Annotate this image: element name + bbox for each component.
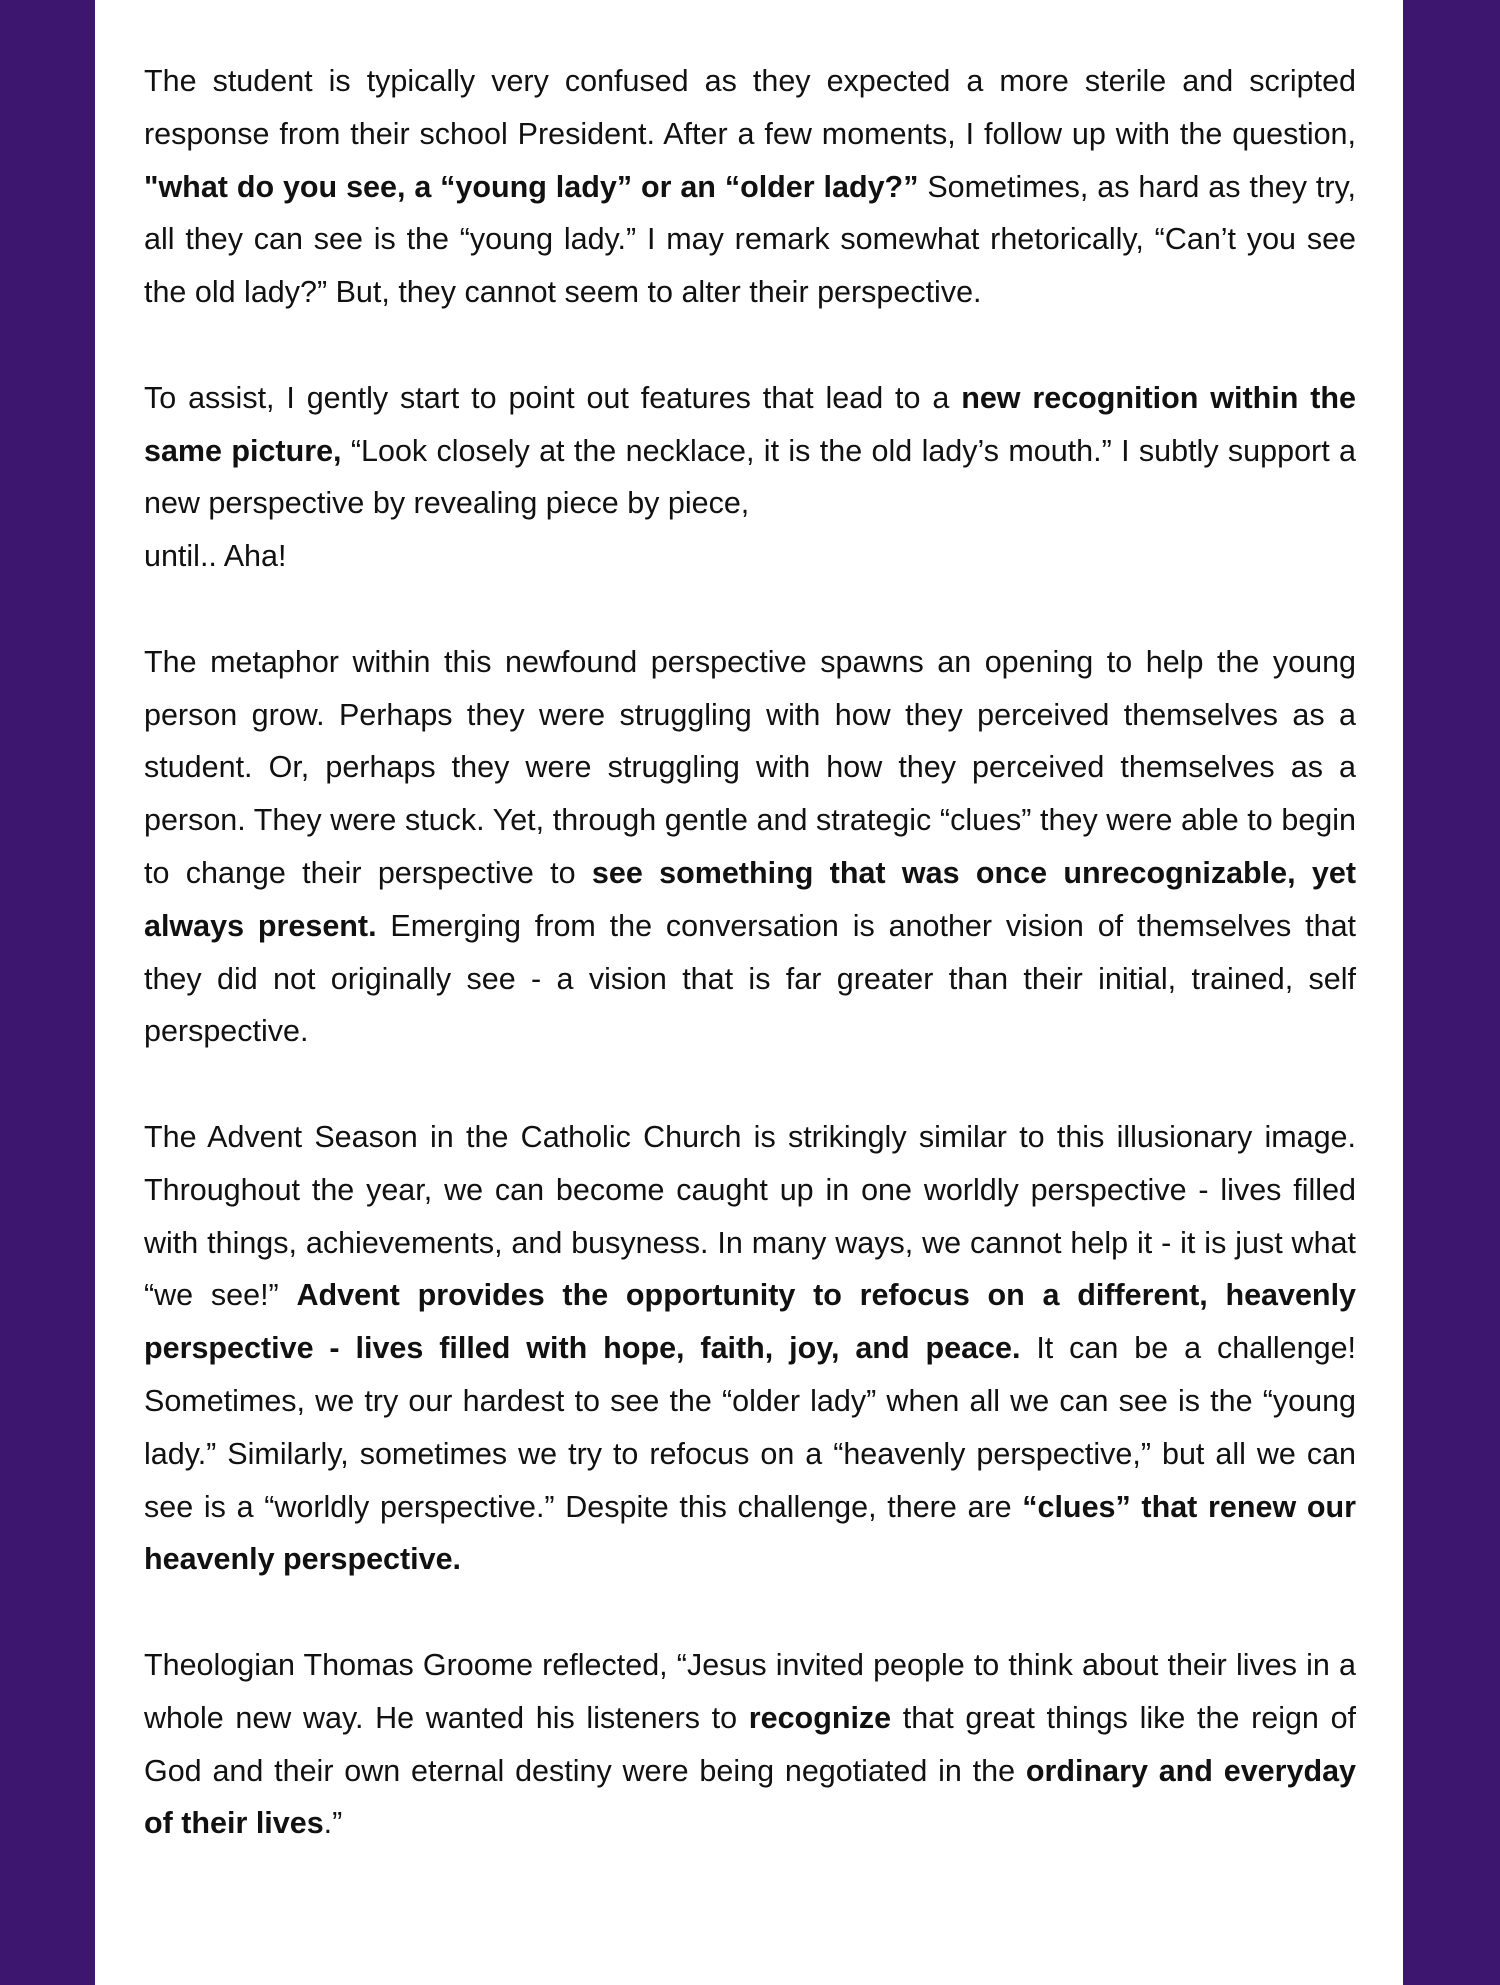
text-segment: “Look closely at the necklace, it is the old lady’s mouth.” I subtly support a new perspective by revealing piece by piece, — [144, 433, 1356, 521]
paragraph-1 — [144, 55, 1356, 319]
bold-segment: "what do you see, a “young lady” or an “older lady?” — [144, 169, 919, 204]
document-page — [95, 0, 1403, 1985]
paragraph-2 — [144, 372, 1356, 583]
bold-segment: ordinary and everyday of their lives — [144, 1753, 1357, 1841]
text-segment: Sometimes, as hard as they try, all they can see is the “young lady.” I may remark somewhat rhetorically, “Can’t you see the old lady?” But, they cannot seem to alter their perspective. — [144, 169, 1356, 310]
paragraph-4 — [144, 1111, 1356, 1586]
bold-segment: “clues” that renew our heavenly perspective. — [144, 1489, 1356, 1577]
text-segment: To assist, I gently start to point out features that lead to a — [144, 380, 962, 415]
bold-segment: recognize — [748, 1700, 892, 1735]
text-segment-tail: until.. Aha! — [144, 539, 287, 574]
bold-segment: see something that was once unrecognizable, yet always present. — [144, 855, 1356, 943]
paragraph-5 — [144, 1639, 1356, 1850]
bold-segment: new recognition within the same picture, — [144, 380, 1356, 468]
bold-segment: Advent provides the opportunity to refocus on a different, heavenly perspective - lives filled with hope, faith, joy, and peace. — [144, 1278, 1357, 1366]
text-segment: .” — [323, 1806, 343, 1841]
text-segment: It can be a challenge! Sometimes, we try our hardest to see the “older lady” when all we can see is the “young lady.” Similarly, sometimes we try to refocus on a “heavenly perspective,” but all we can see is a “worldly perspective.” Despite this challenge, there are — [144, 1331, 1357, 1524]
text-segment: The Advent Season in the Catholic Church is strikingly similar to this illusionary image. Throughout the year, we can become caught up in one worldly perspective - lives filled with things, achievements, and busyness. In many ways, we cannot help it - it is just what “we see!” — [144, 1119, 1356, 1313]
text-segment: that great things like the reign of God and their own eternal destiny were being negotiated in the — [144, 1700, 1357, 1788]
text-segment: The metaphor within this newfound perspective spawns an opening to help the young person grow. Perhaps they were struggling with how they perceived themselves as a student. Or, perhaps they were struggling with how they perceived themselves as a person. They were stuck. Yet, through gentle and strategic “clues” they were able to begin to change their perspective to — [144, 644, 1356, 890]
article-body — [144, 55, 1356, 1850]
text-segment: Emerging from the conversation is another vision of themselves that they did not originally see - a vision that is far greater than their initial, trained, self perspective. — [144, 908, 1357, 1049]
text-segment: The student is typically very confused as they expected a more sterile and scripted response from their school President. After a few moments, I follow up with the question, — [144, 64, 1356, 151]
text-segment: Theologian Thomas Groome reflected, “Jesus invited people to think about their lives in a whole new way. He wanted his listeners to — [144, 1647, 1356, 1735]
paragraph-3 — [144, 636, 1356, 1058]
